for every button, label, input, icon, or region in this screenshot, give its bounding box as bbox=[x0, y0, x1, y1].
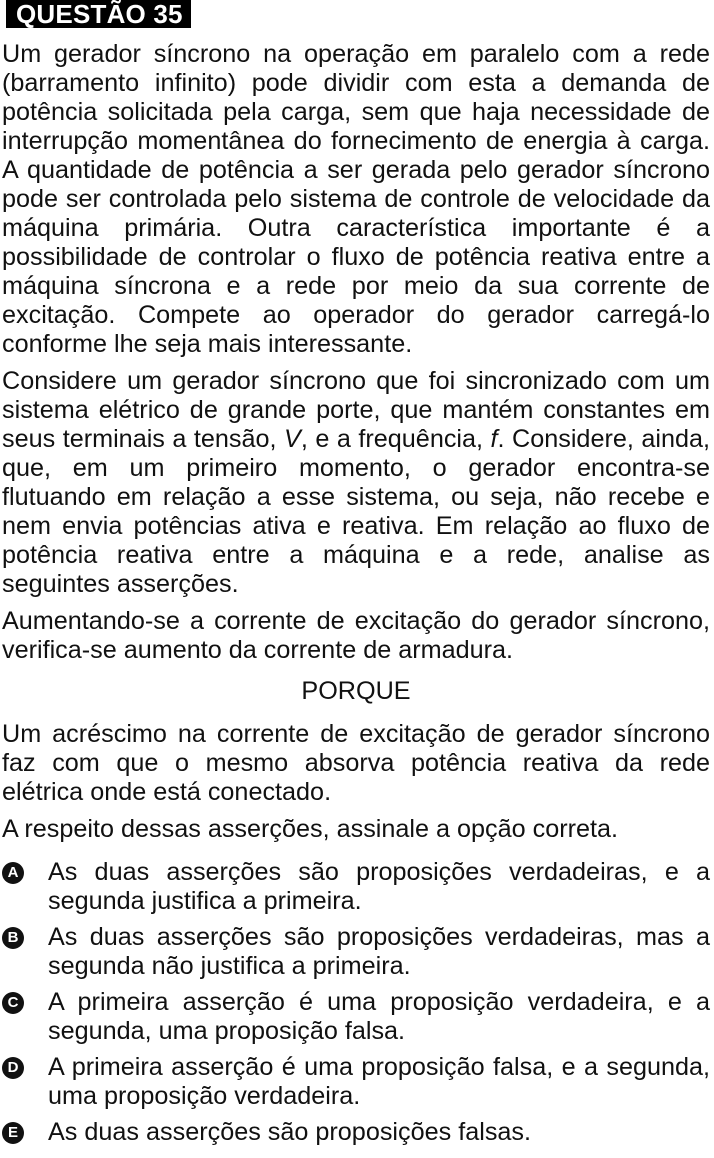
frequency-symbol: f bbox=[490, 425, 498, 453]
option-a-text: As duas asserções são proposições verdadeiras, e a segunda justifica a primeira. bbox=[48, 858, 710, 915]
option-e-letter-icon: E bbox=[2, 1122, 24, 1144]
option-b-letter-icon: B bbox=[2, 927, 24, 949]
voltage-symbol: V bbox=[284, 425, 301, 453]
option-c[interactable] bbox=[2, 988, 710, 1046]
scenario-text-part3: . Considere, ainda, que, em um primeiro momento, o gerador encontra-se flutuando em relação a esse sistema, ou seja, não recebe e nem envia potências ativa e reativa. Em relação ao fluxo de potência reativa entre a máquina e a rede, analise as seguintes asserções. bbox=[2, 425, 710, 598]
scenario-paragraph bbox=[2, 367, 710, 599]
option-d[interactable] bbox=[2, 1053, 710, 1111]
option-a[interactable] bbox=[2, 858, 710, 916]
assertion-1: Aumentando-se a corrente de excitação do gerador síncrono, verifica-se aumento da corrente de armadura. bbox=[2, 607, 710, 664]
scenario-text-part1: Considere um gerador síncrono que foi sincronizado com um sistema elétrico de grande porte, que mantém constantes em seus terminais a tensão, bbox=[2, 367, 710, 453]
option-a-letter-icon: A bbox=[2, 862, 24, 884]
porque-connector: PORQUE bbox=[301, 677, 411, 705]
instruction-text: A respeito dessas asserções, assinale a opção correta. bbox=[2, 815, 619, 843]
option-d-letter-icon: D bbox=[2, 1057, 24, 1079]
context-paragraph: Um gerador síncrono na operação em paralelo com a rede (barramento infinito) pode dividir com esta a demanda de potência solicitada pela carga, sem que haja necessidade de interrupção momentânea do fornecimento de energia à carga. A quantidade de potência a ser gerada pelo gerador síncrono pode ser controlada pelo sistema de controle de velocidade da máquina primária. Outra característica importante é a possibilidade de controlar o fluxo de potência reativa entre a máquina síncrona e a rede por meio da sua corrente de excitação. Compete ao operador do gerador carregá-lo conforme lhe seja mais interessante. bbox=[2, 40, 710, 358]
option-c-letter-icon: C bbox=[2, 992, 24, 1014]
option-b-text: As duas asserções são proposições verdadeiras, mas a segunda não justifica a primeira. bbox=[48, 923, 710, 980]
option-b[interactable] bbox=[2, 923, 710, 981]
option-d-text: A primeira asserção é uma proposição falsa, e a segunda, uma proposição verdadeira. bbox=[48, 1053, 710, 1110]
scenario-text-part2: , e a frequência, bbox=[300, 425, 491, 453]
answer-options bbox=[2, 858, 710, 1147]
assertion-2: Um acréscimo na corrente de excitação de gerador síncrono faz com que o mesmo absorva potência reativa da rede elétrica onde está conectado. bbox=[2, 720, 710, 806]
option-e[interactable] bbox=[2, 1118, 710, 1147]
option-c-text: A primeira asserção é uma proposição verdadeira, e a segunda, uma proposição falsa. bbox=[48, 988, 710, 1045]
question-number-badge: QUESTÃO 35 bbox=[6, 0, 191, 28]
option-e-text: As duas asserções são proposições falsas. bbox=[48, 1118, 532, 1146]
